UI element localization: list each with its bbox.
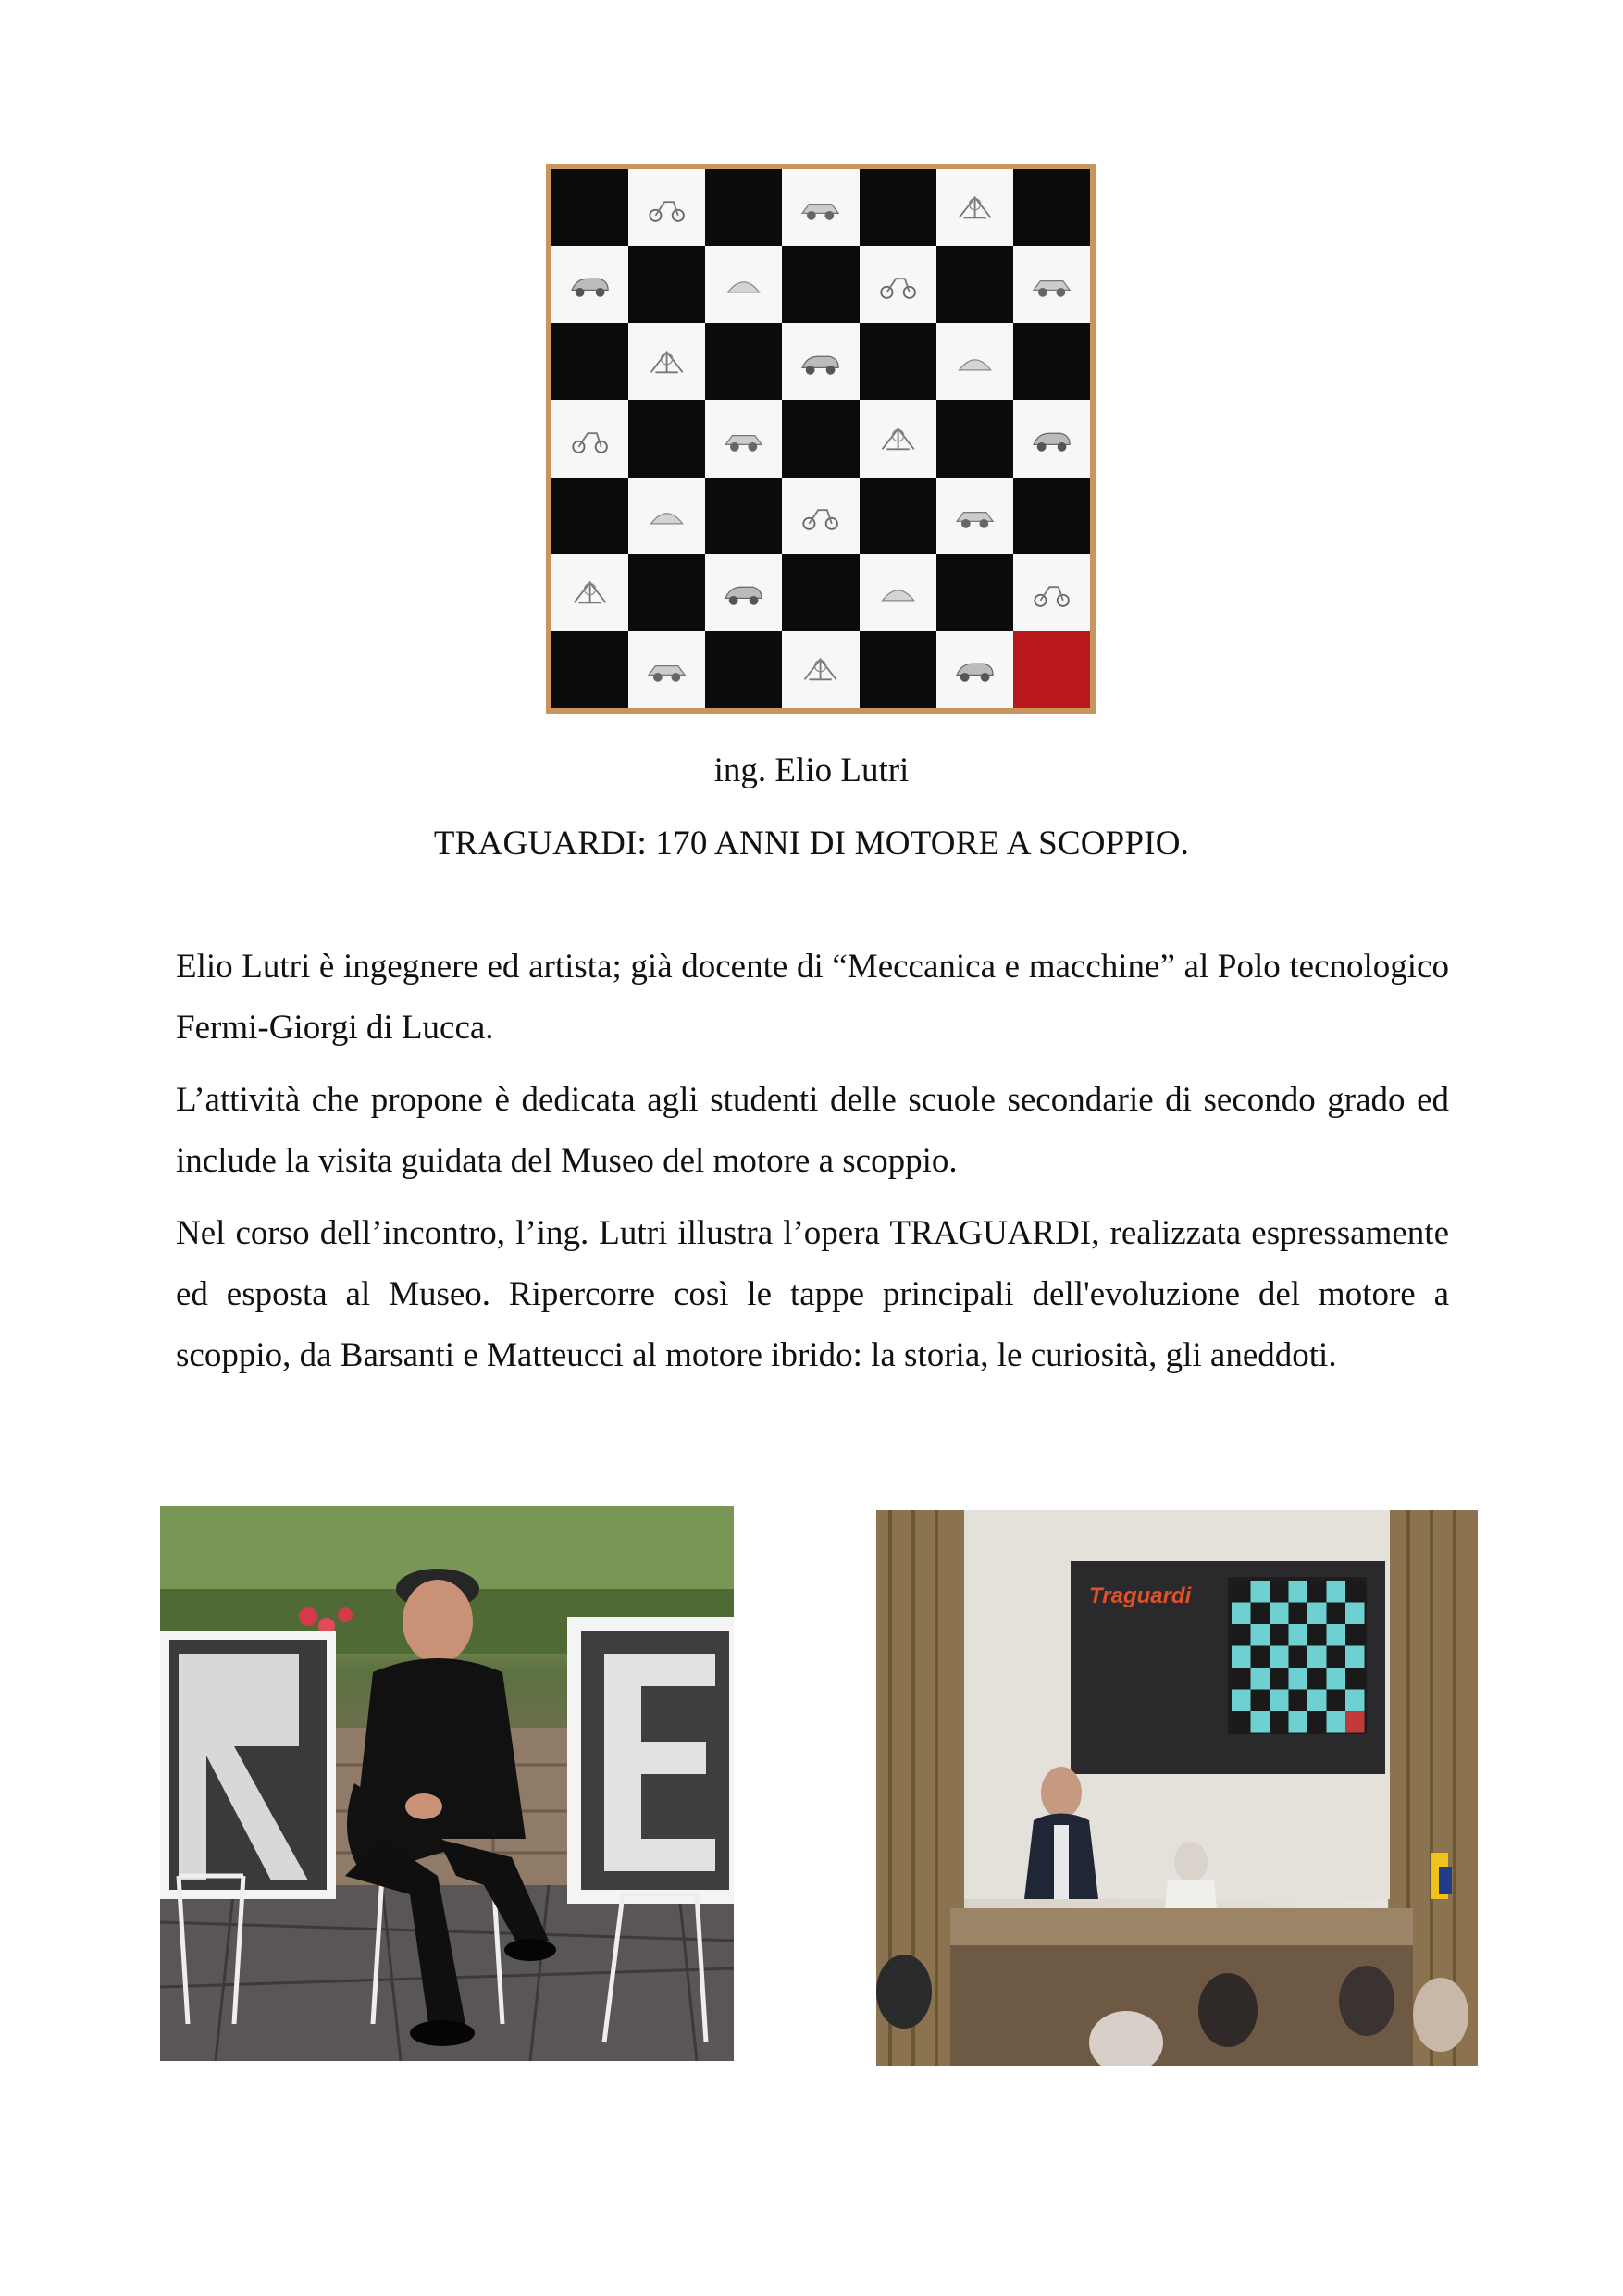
screen-chessboard-cell [1345,1624,1365,1646]
chessboard-square [1013,169,1090,246]
chessboard-square [860,631,936,708]
vehicle-sketch-icon [1022,422,1081,456]
screen-chessboard-cell [1251,1646,1270,1669]
chessboard-square [628,169,705,246]
chessboard-square [782,400,859,477]
chessboard-square [936,246,1013,323]
vehicle-sketch-icon [561,422,619,456]
chessboard-square [936,169,1013,246]
screen-chessboard-cell [1270,1668,1289,1690]
author-name: ing. Elio Lutri [713,751,910,789]
screen-chessboard-cell [1307,1624,1327,1646]
screen-chessboard-cell [1327,1603,1346,1625]
chessboard-final-square [1013,631,1090,708]
vehicle-sketch-icon [714,422,773,456]
chessboard-square [1013,323,1090,400]
screen-chessboard-cell [1307,1603,1327,1625]
chessboard-square [782,323,859,400]
chessboard-square [628,246,705,323]
vehicle-sketch-icon [946,345,1004,379]
screen-chessboard-cell [1251,1603,1270,1625]
paragraph-activity: L’attività che propone è dedicata agli studenti delle scuole secondarie di secondo grado ed include la visita guidata del Museo del motore a scoppio. [176,1081,1449,1180]
body-text [176,937,1449,1397]
screen-chessboard-cell [1232,1668,1251,1690]
chessboard-square [1013,246,1090,323]
chessboard-square [1013,554,1090,631]
vehicle-sketch-icon [638,652,696,687]
paragraph-meeting: Nel corso dell’incontro, l’ing. Lutri illustra l’opera TRAGUARDI, realizzata espressamente ed esposta al Museo. Ripercorre così le tappe principali dell'evoluzione del motore a scoppio, da Barsanti e Matteucci al motore ibrido: la storia, le curiosità, gli aneddoti. [176,1214,1449,1374]
chessboard-square [936,323,1013,400]
screen-title: Traguardi [1089,1583,1192,1608]
chessboard-square [705,554,782,631]
screen-chessboard-cell [1251,1690,1270,1712]
chessboard-square [551,169,628,246]
chessboard-square [1013,400,1090,477]
screen-chessboard-cell [1289,1711,1308,1733]
screen-chessboard-cell [1232,1581,1251,1603]
screen-chessboard-cell [1270,1581,1289,1603]
screen-chessboard-cell [1270,1624,1289,1646]
chessboard-square [628,478,705,554]
screen-chessboard-cell [1327,1581,1346,1603]
screen-chessboard-cell [1289,1581,1308,1603]
screen-chessboard-cell [1345,1668,1365,1690]
chessboard-square [782,478,859,554]
screen-chessboard-cell [1270,1690,1289,1712]
vehicle-sketch-icon [946,499,1004,533]
screen-chessboard-cell [1289,1690,1308,1712]
chessboard-square [860,169,936,246]
chessboard-square [551,554,628,631]
chessboard-square [705,169,782,246]
vehicle-sketch-icon [869,422,927,456]
screen-chessboard-cell [1345,1646,1365,1669]
chessboard-square [860,554,936,631]
chessboard-square [551,246,628,323]
screen-chessboard-cell [1307,1646,1327,1669]
photo-presentation-room [876,1510,1478,2066]
chessboard-square [551,400,628,477]
screen-chessboard-cell [1307,1668,1327,1690]
work-title: TRAGUARDI: 170 ANNI DI MOTORE A SCOPPIO. [433,825,1190,863]
vehicle-sketch-icon [791,652,849,687]
screen-chessboard-cell [1327,1624,1346,1646]
chessboard-square [782,631,859,708]
screen-chessboard-cell [1327,1646,1346,1669]
vehicle-sketch-icon [638,499,696,533]
chessboard-square [1013,478,1090,554]
screen-chessboard-cell [1289,1603,1308,1625]
vehicle-sketch-icon [791,345,849,379]
screen-chessboard-cell [1232,1646,1251,1669]
chessboard-square [860,246,936,323]
screen-chessboard-cell [1307,1581,1327,1603]
chessboard-square [860,478,936,554]
screen-chessboard-cell [1345,1603,1365,1625]
chessboard-square [705,400,782,477]
screen-chessboard-cell [1232,1624,1251,1646]
screen-chessboard-cell [1289,1624,1308,1646]
chessboard-square [551,478,628,554]
chessboard-square [628,554,705,631]
screen-chessboard-cell [1232,1603,1251,1625]
chessboard-square [936,478,1013,554]
screen-chessboard-cell [1345,1711,1365,1733]
vehicle-sketch-icon [561,267,619,302]
screen-chessboard-cell [1307,1711,1327,1733]
chessboard-square [705,246,782,323]
photo-presentation-illustration [876,1510,1478,2066]
chessboard-square [936,400,1013,477]
screen-chessboard-cell [1307,1690,1327,1712]
vehicle-sketch-icon [1022,267,1081,302]
vehicle-sketch-icon [946,191,1004,225]
screen-chessboard-cell [1345,1690,1365,1712]
photo-artist-garden-illustration [160,1506,734,2061]
chessboard-square [936,554,1013,631]
traguardi-chessboard-artwork [546,164,1096,714]
chessboard-square [860,323,936,400]
screen-chessboard-cell [1327,1711,1346,1733]
screen-chessboard-cell [1251,1668,1270,1690]
chessboard-square [782,246,859,323]
chessboard-square [860,400,936,477]
vehicle-sketch-icon [791,191,849,225]
chessboard-square [705,478,782,554]
chessboard-grid [551,169,1090,708]
chessboard-square [551,323,628,400]
screen-chessboard-cell [1270,1646,1289,1669]
chessboard-square [628,631,705,708]
screen-chessboard-cell [1345,1581,1365,1603]
paragraph-bio: Elio Lutri è ingegnere ed artista; già docente di “Meccanica e macchine” al Polo tecnologico Fermi-Giorgi di Lucca. [176,948,1449,1047]
screen-chessboard-cell [1251,1624,1270,1646]
chessboard-square [705,323,782,400]
screen-chessboard-cell [1289,1646,1308,1669]
screen-chessboard-cell [1270,1603,1289,1625]
vehicle-sketch-icon [561,576,619,610]
screen-chessboard-cell [1251,1711,1270,1733]
vehicle-sketch-icon [1022,576,1081,610]
screen-chessboard-cell [1270,1711,1289,1733]
vehicle-sketch-icon [714,267,773,302]
chessboard-square [628,323,705,400]
chessboard-square [705,631,782,708]
screen-chessboard-cell [1327,1690,1346,1712]
chessboard-square [936,631,1013,708]
screen-chessboard-cell [1251,1581,1270,1603]
chessboard-square [551,631,628,708]
screen-chessboard-cell [1232,1711,1251,1733]
vehicle-sketch-icon [946,652,1004,687]
chessboard-square [782,554,859,631]
vehicle-sketch-icon [869,267,927,302]
vehicle-sketch-icon [869,576,927,610]
screen-chessboard-cell [1327,1668,1346,1690]
chessboard-square [628,400,705,477]
screen-chessboard-cell [1289,1668,1308,1690]
vehicle-sketch-icon [638,345,696,379]
screen-chessboard-cell [1232,1690,1251,1712]
vehicle-sketch-icon [714,576,773,610]
vehicle-sketch-icon [791,499,849,533]
photo-artist-garden [160,1506,734,2061]
vehicle-sketch-icon [638,191,696,225]
chessboard-square [782,169,859,246]
